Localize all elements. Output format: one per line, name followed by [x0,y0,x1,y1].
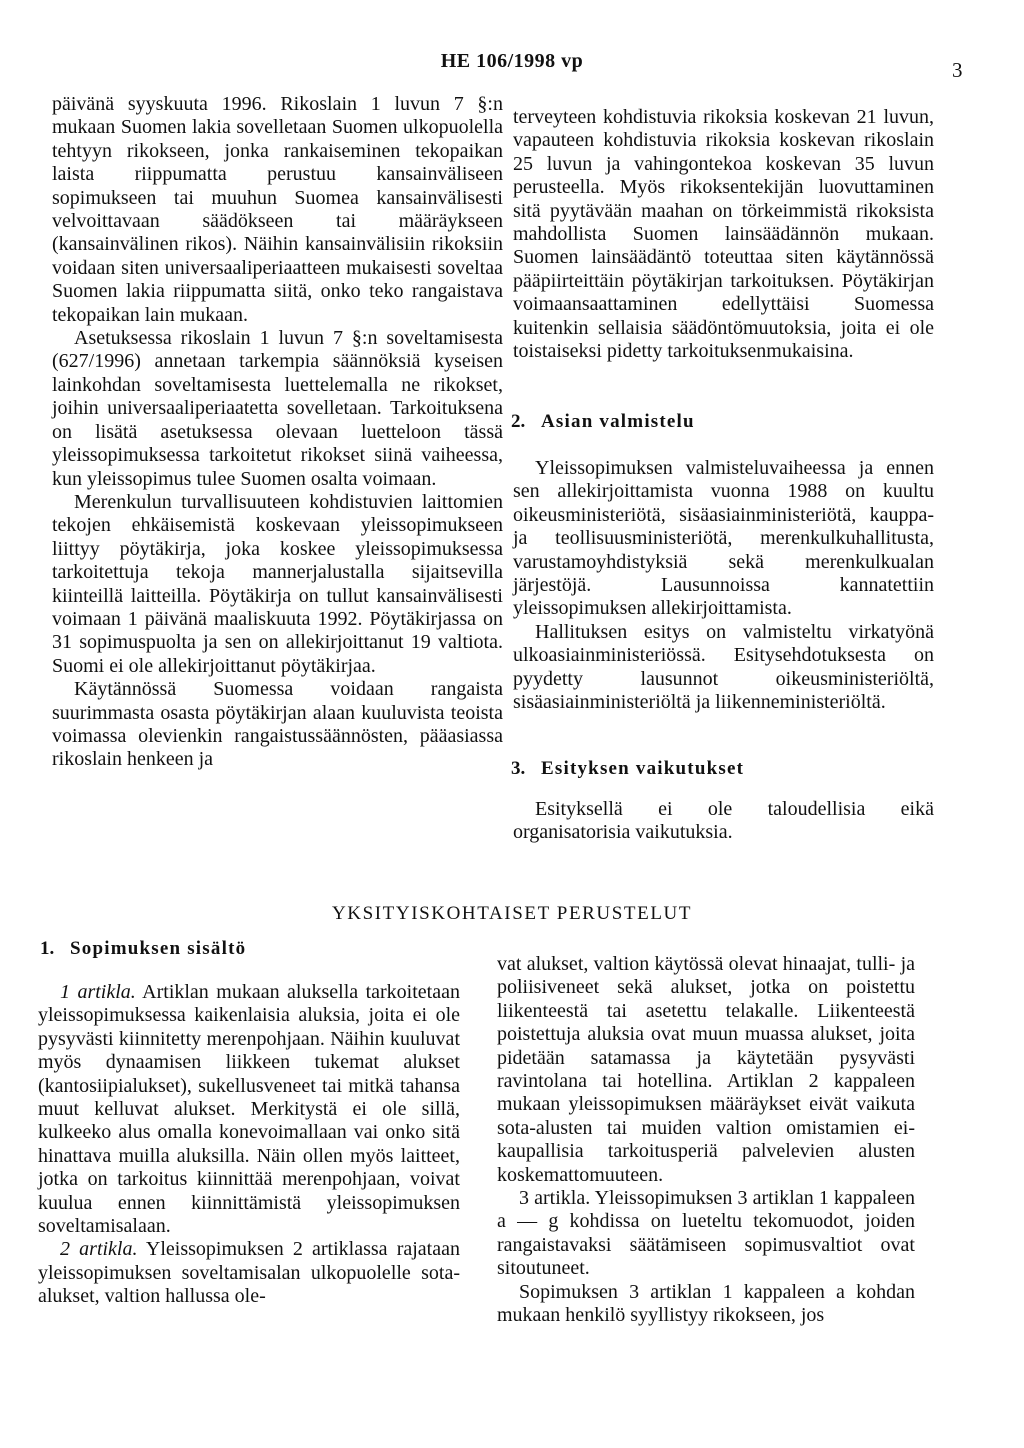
section-heading-3 [511,758,744,780]
lower-left-column [38,981,460,1309]
main-heading: YKSITYISKOHTAISET PERUSTELUT [331,903,693,924]
page-number: 3 [952,58,963,82]
upper-left-column [52,93,503,772]
article-text: Artiklan mukaan aluksella tarkoitetaan yleissopimuksessa kaikenlaisia aluksia, joita ei ole pysyvästi kiinnitetty merenpohjaan. Näihin kuuluvat myös dynaamisen liikkeen tukemat alukset (kantosiipialukset), sukellusveneet tai mitkä tahansa muut kelluvat alukset. Merkitystä ei ole sillä, kulkeeko alus omalla konevoimallaan vai onko sitä hinattava muilla aluksilla. Näin ollen myös laitteet, jotka on tarkoitus kiinnittää merenpohjaan, voivat kuulua ennen kiinnittämistä yleissopimuksen soveltamisalaan. [38,981,460,1238]
upper-right-column [513,106,934,363]
article-label: 2 artikla. [60,1238,138,1261]
paragraph: terveyteen kohdistuvia rikoksia koskevan 21 luvun, vapauteen kohdistuvia rikoksia koskevan rikoslain 25 luvun ja vahingontekoa koskevan 35 luvun perusteella. Myös rikoksentekijän luovuttaminen sitä pyytävään maahan on törkeimmistä rikoksista mahdollista Suomen lainsäädännön mukaan. Suomen lainsäädäntö toteuttaa siten käytännössä pääpiirteittäin pöytäkirjan tarkoituksen. Pöytäkirjan voimaansaattaminen edellyttäisi Suomessa kuitenkin sellaisia säädöntömuutoksia, joita ei ole toistaiseksi pidetty tarkoituksenmukaisina. [513,106,934,363]
paragraph: Esityksellä ei ole taloudellisia eikä organisatorisia vaikutuksia. [513,798,934,844]
article-label: 3 artikla. [519,1187,591,1210]
paragraph: Hallituksen esitys on valmisteltu virkatyönä ulkoasiainministeriössä. Esitysehdotuksesta on pyydetty lausunnot oikeusministeriöltä, sisäasiainministeriöltä ja liikenneministeriöltä. [513,620,934,714]
paragraph: päivänä syyskuuta 1996. Rikoslain 1 luvun 7 §:n mukaan Suomen lakia sovelletaan Suomen ulkopuolella tehtyyn rikokseen, jonka rankaiseminen tekopaikan laista riippumatta perustuu kansainväliseen sopimukseen tai muuhun Suomea kansainvälisesti velvoittavaan säädökseen tai määräykseen (kansainvälinen rikos). Näihin kansainvälisiin rikoksiin voidaan siten universaaliperiaatteen mukaisesti soveltaa Suomen lakia riippumatta siitä, onko teko rangaistava tekopaikan lain mukaan. [52,93,503,326]
article-3-paragraph [497,1187,915,1281]
section-number: 3. [511,758,526,779]
paragraph: Asetuksessa rikoslain 1 luvun 7 §:n soveltamisesta (627/1996) annetaan tarkempia säännöksiä kyseisen lainkohdan soveltamisesta luettelemalla ne rikokset, joihin universaaliperiaatetta sovelletaan. Tarkoituksena on lisätä asetuksessa olevaan luetteloon tässä yleissopimuksessa tarkoitetut rikokset siinä vaiheessa, kun yleissopimus tulee Suomen osalta voimaan. [52,327,503,490]
article-text: Yleissopimuksen 2 artiklassa rajataan yleissopimuksen soveltamisalan ulkopuolelle sota-alukset, valtion hallussa ole- [38,1238,460,1308]
article-text: Yleissopimuksen 3 artiklan 1 kappaleen a — g kohdissa on lueteltu tekomuodot, joiden rangaistavaksi säätämiseen sopimusvaltiot ovat sitoutuneet. [497,1187,915,1280]
document-header: HE 106/1998 vp [440,50,584,72]
article-2-paragraph [38,1238,460,1308]
article-1-paragraph [38,981,460,1238]
section-title: Esityksen vaikutukset [541,758,745,779]
paragraph: Yleissopimuksen valmisteluvaiheessa ja ennen sen allekirjoittamista vuonna 1988 on kuultu oikeusministeriötä, sisäasiainministeriötä, kauppa- ja teollisuusministeriötä, merenkulkuhallitusta, varustamoyhdistyksiä sekä merenkulkualan järjestöjä. Lausunnoissa kannatettiin yleissopimuksen allekirjoittamista. [513,457,934,620]
section-number: 2. [511,411,526,432]
section-title: Sopimuksen sisältö [70,938,247,959]
article-label: 1 artikla. [60,981,136,1003]
paragraph: Käytännössä Suomessa voidaan rangaista suurimmasta osasta pöytäkirjan alaan kuuluvista teoista voimassa olevienkin rangaistussäännösten, pääasiassa rikoslain henkeen ja [52,678,503,771]
paragraph: vat alukset, valtion käytössä olevat hinaajat, tulli- ja poliisiveneet sekä alukset, jotka on poistettu liikenteestä tai asetettu telakalle. Liikenteestä poistettuja aluksia ovat muun muassa alukset, joita pidetään satamassa ja käytetään pysyvästi ravintolana tai hotellina. Artiklan 2 kappaleen mukaan yleissopimuksen määräykset eivät vaikuta sota-alusten tai muiden valtion omistamien ei-kaupallisia tarkoitusperiä palvelevien alusten koskemattomuuteen. [497,953,915,1186]
upper-right-column-cont [513,457,934,714]
lower-right-column [497,953,915,1328]
section-heading-2 [511,411,695,433]
paragraph: Sopimuksen 3 artiklan 1 kappaleen a kohdan mukaan henkilö syyllistyy rikokseen, jos [497,1280,915,1327]
section-number: 1. [40,938,55,959]
paragraph: Merenkulun turvallisuuteen kohdistuvien laittomien tekojen ehkäisemistä koskevaan yleissopimukseen liittyy pöytäkirja, joka koskee yleissopimuksessa tarkoitettuja tekoja mannerjalustalla sijaitsevilla kiinteillä laitteilla. Pöytäkirja on tullut kansainvälisesti voimaan 1 päivänä maaliskuuta 1992. Pöytäkirjassa on 31 sopimuspuolta ja sen on allekirjoittanut 19 valtiota. Suomi ei ole allekirjoittanut pöytäkirjaa. [52,490,503,677]
upper-right-column-end [513,798,934,845]
section-title: Asian valmistelu [541,411,695,432]
section-heading-1 [40,938,246,960]
